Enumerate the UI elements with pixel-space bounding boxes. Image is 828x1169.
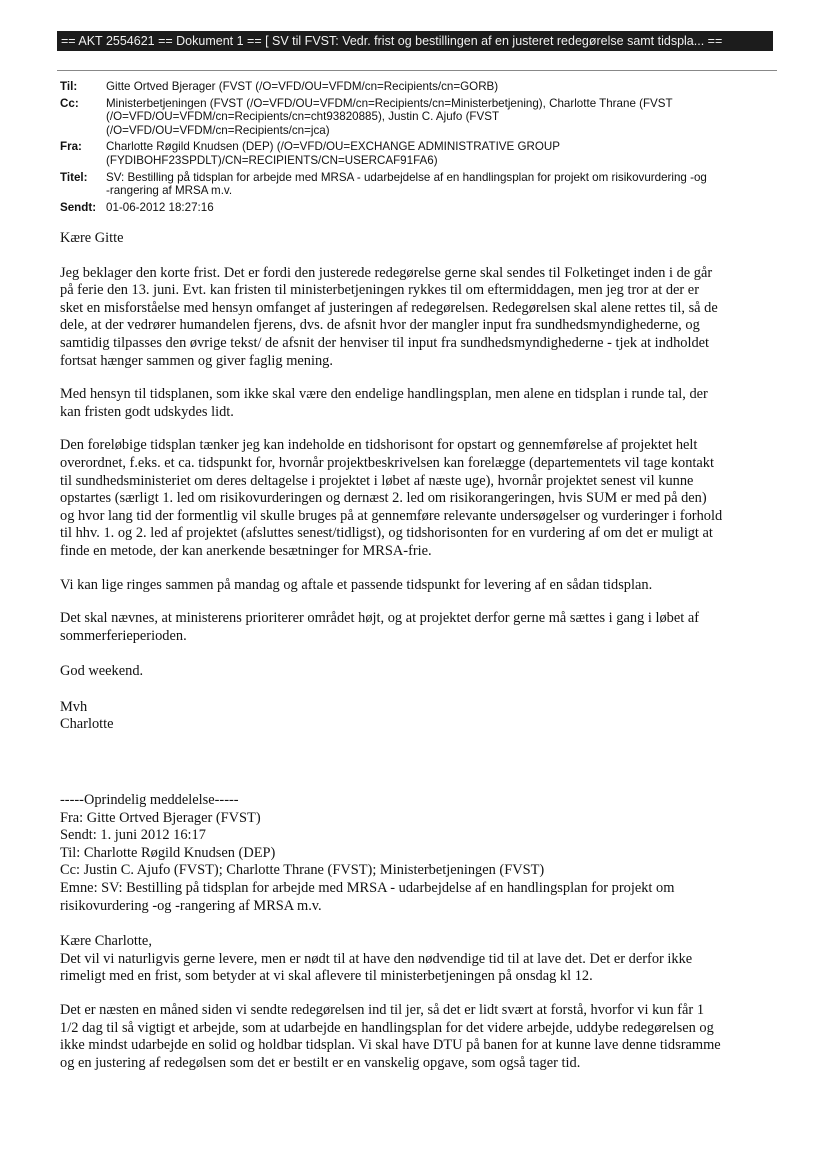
paragraph [60,386,760,421]
header-cc [60,97,780,138]
header-value: (/O=VFD/OU=VFDM/cn=Recipients/cn=jca) [106,123,330,137]
text-line: risikovurdering -og -rangering af MRSA m.v. [60,897,322,914]
text-line: Det skal nævnes, at ministerens prioriterer området højt, og at projektet derfor gerne må sættes i gang i løbet af [60,610,699,627]
text-line: kan fristen godt udskydes lidt. [60,403,234,420]
text-line: Cc: Justin C. Ajufo (FVST); Charlotte Thrane (FVST); Ministerbetjeningen (FVST) [60,862,545,879]
email-headers [60,80,780,217]
text-line: Kære Charlotte, [60,933,152,950]
paragraph [60,437,760,560]
header-label: Fra: [60,140,82,154]
header-value: Ministerbetjeningen (FVST (/O=VFD/OU=VFDM/cn=Recipients/cn=Ministerbetjening), Charlotte Thrane (FVST [106,96,673,110]
text-line: finde en metode, der kan anerkende besætninger for MRSA-frie. [60,542,432,559]
email-body [60,230,760,1072]
text-line: Mvh [60,698,88,715]
text-line: Med hensyn til tidsplanen, som ikke skal være den endelige handlingsplan, men alene en tidsplan i runde tal, der [60,386,708,403]
text-line: Charlotte [60,716,114,733]
header-title [60,171,780,198]
header-value: -rangering af MRSA m.v. [106,184,233,198]
paragraph [60,610,760,645]
text-line: til hhv. 1. og 2. led af projektet (afsluttes senest/tidligst), og tidshorisonten for en vurdering af om det er muligt at [60,525,713,542]
closing: God weekend. [60,663,144,680]
header-value: Gitte Ortved Bjerager (FVST (/O=VFD/OU=VFDM/cn=Recipients/cn=GORB) [106,80,499,93]
text-line: og hvor lang tid der formentlig vil skulle bruges på at gennemføre relevante undersøgelser og vurderinger i forhold [60,507,723,524]
paragraph [60,1002,760,1072]
text-line: fortsat hænger sammen og giver faglig mening. [60,352,333,369]
document-title-bar: == AKT 2554621 == Dokument 1 == [ SV til FVST: Vedr. frist og bestillingen af en justeret redegørelse samt tidspla... == [57,31,773,51]
text-line: Den foreløbige tidsplan tænker jeg kan indeholde en tidshorisont for opstart og gennemførelse af projektet helt [60,437,698,454]
header-label: Titel: [60,170,88,184]
header-label: Sendt: [60,200,97,214]
text-line: sket en misforståelse med hensyn omfanget af justeringen af redegørelsen. Redegørelsen skal alene rettes til, så de [60,299,718,316]
text-line: samtidig tilpasses den øvrige tekst/ de afsnit der henviser til input fra sundhedsmyndighederne - tjek at indholdet [60,334,710,351]
text-line: Det vil vi naturligvis gerne levere, men er nødt til at have den nødvendige tid til at lave det. Det er derfor ikke [60,950,693,967]
text-line: Emne: SV: Bestilling på tidsplan for arbejde med MRSA - udarbejdelse af en handlingsplan for projekt om [60,880,675,897]
text-line: Vi kan lige ringes sammen på mandag og aftale et passende tidspunkt for levering af en sådan tidsplan. [60,576,653,593]
text-line: ikke mindst udarbejde en solid og holdbar tidsplan. Vi skal have DTU på banen for at kunne lave denne tidsramme [60,1037,721,1054]
text-line: Jeg beklager den korte frist. Det er fordi den justerede redegørelse gerne skal sendes til Folketinget inden i de går [60,264,713,281]
header-value: 01-06-2012 18:27:16 [106,200,214,214]
signature [60,699,760,734]
header-label: Cc: [60,96,79,110]
header-value: (/O=VFD/OU=VFDM/cn=Recipients/cn=cht93820885), Justin C. Ajufo (FVST [106,110,500,124]
header-from [60,140,780,167]
text-line: Til: Charlotte Røgild Knudsen (DEP) [60,844,276,861]
text-line: rimeligt med en frist, som betyder at vi skal aflevere til ministerbetjeningen på onsdag kl 12. [60,968,593,985]
text-line: til sundhedsministeriet om deres deltagelse i projektet i løbet af næste uge), hvornår projektet senest vil kunne [60,472,694,489]
header-label: Til: [60,80,78,93]
text-line: Fra: Gitte Ortved Bjerager (FVST) [60,809,261,826]
header-sent [60,201,780,215]
header-value: Charlotte Røgild Knudsen (DEP) (/O=VFD/OU=EXCHANGE ADMINISTRATIVE GROUP [106,140,560,154]
paragraph [60,577,760,595]
text-line: Sendt: 1. juni 2012 16:17 [60,827,206,844]
text-line: sommerferieperioden. [60,627,187,644]
text-line: -----Oprindelig meddelelse----- [60,792,239,809]
text-line: Det er næsten en måned siden vi sendte redegørelsen ind til jer, så det er lidt svært at forstå, hvorfor vi kun får 1 [60,1002,705,1018]
text-line: på ferie den 13. juni. Evt. kan fristen til ministerbetjeningen rykkes til om eftermiddagen, men jeg tror at der er [60,282,699,299]
text-line: overordnet, f.eks. et ca. tidspunkt for, hvornår projektbeskrivelsen kan forelægge (departementets vil tage kontakt [60,454,714,471]
paragraph [60,933,760,986]
greeting: Kære Gitte [60,230,124,246]
text-line: 1/2 dag til så vigtigt et arbejde, som at udarbejde en handlingsplan for det videre arbejde, uddybe redegørelsen og [60,1019,714,1036]
text-line: dele, at der vedrører humandelen fjerens, dvs. de afsnit hvor der mangler input fra sundhedsmyndighederne, og [60,317,700,334]
header-to [60,80,780,94]
header-divider [57,70,777,71]
text-line: og en justering af redegølsen som det er bestilt er en vanskelig opgave, som også tager tid. [60,1054,581,1071]
original-message-header [60,792,760,915]
text-line: opstartes (særligt 1. led om risikovurderingen og dernæst 2. led om risikorangeringen, hvis SUM er med på den) [60,490,707,507]
header-value: (FYDIBOHF23SPDLT)/CN=RECIPIENTS/CN=USERCAF91FA6) [106,153,438,167]
paragraph [60,265,760,371]
header-value: SV: Bestilling på tidsplan for arbejde med MRSA - udarbejdelse af en handlingsplan for projekt om risikovurdering -og [106,170,707,184]
